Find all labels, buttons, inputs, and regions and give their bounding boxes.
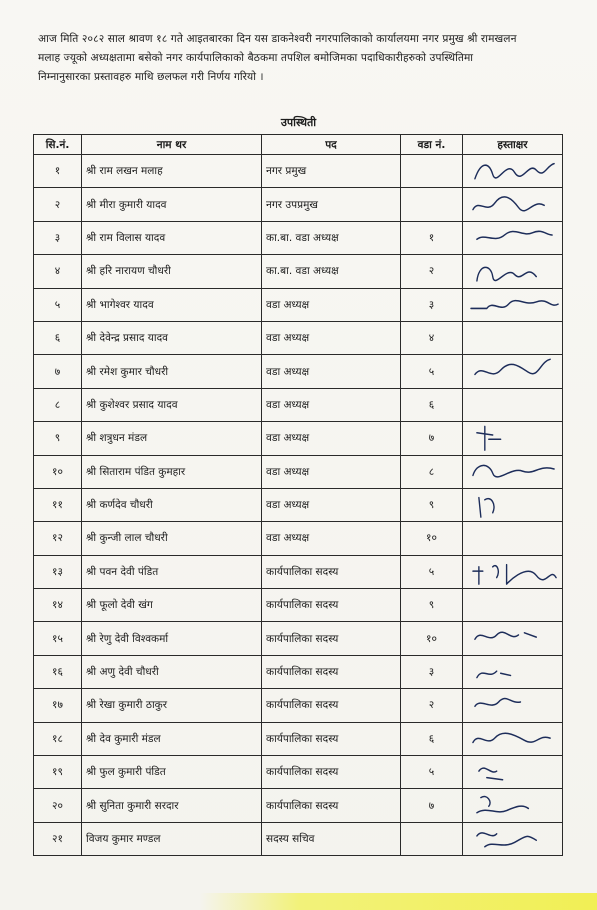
table-row <box>34 321 563 354</box>
cell-sn: २० <box>34 789 82 822</box>
cell-sn: १२ <box>34 522 82 555</box>
cell-name: श्री कुशेश्वर प्रसाद यादव <box>82 388 262 421</box>
cell-signature <box>463 288 563 321</box>
handwritten-signature <box>467 556 562 588</box>
table-body <box>34 155 563 856</box>
table-row <box>34 355 563 388</box>
cell-post: नगर प्रमुख <box>262 155 401 188</box>
cell-sn: ११ <box>34 488 82 521</box>
handwritten-signature <box>467 656 562 688</box>
cell-ward: ५ <box>401 355 463 388</box>
table-header-row <box>34 135 563 155</box>
intro-line-1: आज मिति २०८२ साल श्रावण १८ गते आइतबारका दिन यस डाकनेश्वरी नगरपालिकाको कार्यालयमा नगर प्रमुख श्री रामखलन <box>38 33 517 45</box>
cell-signature <box>463 689 563 722</box>
cell-sn: १५ <box>34 622 82 655</box>
cell-ward: ७ <box>401 789 463 822</box>
cell-signature <box>463 355 563 388</box>
cell-post: कार्यपालिका सदस्य <box>262 722 401 755</box>
table-row <box>34 589 563 622</box>
cell-name: श्री पवन देवी पंडित <box>82 555 262 588</box>
table-row <box>34 221 563 254</box>
cell-sn: ४ <box>34 255 82 288</box>
table-row <box>34 689 563 722</box>
cell-sn: ८ <box>34 388 82 421</box>
cell-signature <box>463 255 563 288</box>
cell-sn: २१ <box>34 822 82 855</box>
intro-line-3: निम्नानुसारका प्रस्तावहरु माथि छलफल गरी निर्णय गरियो । <box>38 71 264 83</box>
cell-post: वडा अध्यक्ष <box>262 422 401 455</box>
cell-signature <box>463 589 563 622</box>
cell-sn: ३ <box>34 221 82 254</box>
cell-ward <box>401 188 463 221</box>
cell-ward: ९ <box>401 488 463 521</box>
cell-ward: ७ <box>401 422 463 455</box>
cell-sn: ६ <box>34 321 82 354</box>
table-row <box>34 722 563 755</box>
cell-sn: ५ <box>34 288 82 321</box>
cell-sn: १३ <box>34 555 82 588</box>
table-row <box>34 422 563 455</box>
cell-sn: १० <box>34 455 82 488</box>
yellow-highlight-edge <box>200 893 597 910</box>
handwritten-signature <box>467 422 562 454</box>
cell-sn: ९ <box>34 422 82 455</box>
header-signature: हस्ताक्षर <box>463 135 563 155</box>
handwritten-signature <box>467 689 562 721</box>
cell-sn: १४ <box>34 589 82 622</box>
cell-name: श्री सुनिता कुमारी सरदार <box>82 789 262 822</box>
cell-ward: १ <box>401 221 463 254</box>
handwritten-signature <box>467 456 562 488</box>
cell-ward: ३ <box>401 655 463 688</box>
cell-ward: ९ <box>401 589 463 622</box>
cell-ward: २ <box>401 255 463 288</box>
table-row <box>34 522 563 555</box>
cell-ward: ६ <box>401 388 463 421</box>
cell-signature <box>463 756 563 789</box>
cell-ward: १० <box>401 522 463 555</box>
cell-name: श्री शत्रुधन मंडल <box>82 422 262 455</box>
cell-post: कार्यपालिका सदस्य <box>262 789 401 822</box>
cell-signature <box>463 422 563 455</box>
cell-signature <box>463 188 563 221</box>
header-sn: सि.नं. <box>34 135 82 155</box>
table-row <box>34 388 563 421</box>
cell-sn: १ <box>34 155 82 188</box>
cell-signature <box>463 655 563 688</box>
cell-post: वडा अध्यक्ष <box>262 522 401 555</box>
cell-ward <box>401 822 463 855</box>
cell-ward: २ <box>401 689 463 722</box>
cell-name: श्री रेखा कुमारी ठाकुर <box>82 689 262 722</box>
handwritten-signature <box>467 789 562 821</box>
intro-line-2: मलाह ज्यूको अध्यक्षतामा बसेको नगर कार्यपालिकाको बैठकमा तपशिल बमोजिमका पदाधिकारीहरुको उपस्थितिमा <box>38 52 474 64</box>
cell-post: नगर उपप्रमुख <box>262 188 401 221</box>
cell-ward: ५ <box>401 756 463 789</box>
cell-name: श्री राम लखन मलाह <box>82 155 262 188</box>
cell-signature <box>463 522 563 555</box>
cell-post: वडा अध्यक्ष <box>262 355 401 388</box>
cell-signature <box>463 789 563 822</box>
cell-name: श्री कुन्जी लाल चौधरी <box>82 522 262 555</box>
table-row <box>34 155 563 188</box>
header-post: पद <box>262 135 401 155</box>
cell-name: श्री हरि नारायण चौधरी <box>82 255 262 288</box>
table-row <box>34 756 563 789</box>
table-row <box>34 789 563 822</box>
cell-signature <box>463 622 563 655</box>
cell-post: का.बा. वडा अध्यक्ष <box>262 255 401 288</box>
handwritten-signature <box>467 255 562 287</box>
cell-name: श्री रमेश कुमार चौधरी <box>82 355 262 388</box>
cell-name: श्री कर्णदेव चौधरी <box>82 488 262 521</box>
table-row <box>34 288 563 321</box>
cell-ward: ८ <box>401 455 463 488</box>
cell-ward: १० <box>401 622 463 655</box>
handwritten-signature <box>467 756 562 788</box>
cell-signature <box>463 221 563 254</box>
cell-name: श्री देव कुमारी मंडल <box>82 722 262 755</box>
table-row <box>34 188 563 221</box>
cell-post: वडा अध्यक्ष <box>262 488 401 521</box>
cell-name: श्री राम विलास यादव <box>82 221 262 254</box>
handwritten-signature <box>467 723 562 755</box>
cell-post: कार्यपालिका सदस्य <box>262 555 401 588</box>
cell-post: कार्यपालिका सदस्य <box>262 756 401 789</box>
cell-name: विजय कुमार मण्डल <box>82 822 262 855</box>
cell-name: श्री फूलो देवी खंग <box>82 589 262 622</box>
table-row <box>34 655 563 688</box>
cell-ward: ५ <box>401 555 463 588</box>
cell-name: श्री मीरा कुमारी यादव <box>82 188 262 221</box>
cell-signature <box>463 388 563 421</box>
cell-signature <box>463 555 563 588</box>
cell-signature <box>463 822 563 855</box>
cell-name: श्री रेणु देवी विश्वकर्मा <box>82 622 262 655</box>
cell-name: श्री अणु देवी चौधरी <box>82 655 262 688</box>
table-row <box>34 488 563 521</box>
cell-post: वडा अध्यक्ष <box>262 455 401 488</box>
cell-sn: २ <box>34 188 82 221</box>
cell-name: श्री फुल कुमारी पंडित <box>82 756 262 789</box>
cell-sn: १८ <box>34 722 82 755</box>
cell-ward: ३ <box>401 288 463 321</box>
cell-sn: ७ <box>34 355 82 388</box>
cell-post: का.बा. वडा अध्यक्ष <box>262 221 401 254</box>
cell-signature <box>463 455 563 488</box>
cell-signature <box>463 488 563 521</box>
cell-sn: १९ <box>34 756 82 789</box>
handwritten-signature <box>467 622 562 654</box>
table-row <box>34 555 563 588</box>
cell-sn: १७ <box>34 689 82 722</box>
cell-signature <box>463 155 563 188</box>
cell-ward: ६ <box>401 722 463 755</box>
cell-post: वडा अध्यक्ष <box>262 321 401 354</box>
handwritten-signature <box>467 188 562 220</box>
handwritten-signature <box>467 489 562 521</box>
cell-post: वडा अध्यक्ष <box>262 288 401 321</box>
attendance-table <box>33 134 563 856</box>
cell-post: कार्यपालिका सदस्य <box>262 589 401 622</box>
cell-signature <box>463 321 563 354</box>
intro-paragraph <box>38 30 578 87</box>
cell-post: वडा अध्यक्ष <box>262 388 401 421</box>
table-row <box>34 622 563 655</box>
handwritten-signature <box>467 823 562 855</box>
table-row <box>34 255 563 288</box>
table-row <box>34 455 563 488</box>
cell-name: श्री भागेश्वर यादव <box>82 288 262 321</box>
header-ward: वडा नं. <box>401 135 463 155</box>
cell-signature <box>463 722 563 755</box>
handwritten-signature <box>467 355 562 387</box>
header-name: नाम थर <box>82 135 262 155</box>
cell-name: श्री देवेन्द्र प्रसाद यादव <box>82 321 262 354</box>
cell-name: श्री सिताराम पंडित कुमहार <box>82 455 262 488</box>
table-title: उपस्थिती <box>280 116 317 129</box>
cell-ward <box>401 155 463 188</box>
cell-post: कार्यपालिका सदस्य <box>262 689 401 722</box>
handwritten-signature <box>467 289 562 321</box>
cell-post: कार्यपालिका सदस्य <box>262 622 401 655</box>
cell-post: कार्यपालिका सदस्य <box>262 655 401 688</box>
table-row <box>34 822 563 855</box>
handwritten-signature <box>467 155 562 187</box>
cell-ward: ४ <box>401 321 463 354</box>
cell-sn: १६ <box>34 655 82 688</box>
cell-post: सदस्य सचिव <box>262 822 401 855</box>
handwritten-signature <box>467 222 562 254</box>
